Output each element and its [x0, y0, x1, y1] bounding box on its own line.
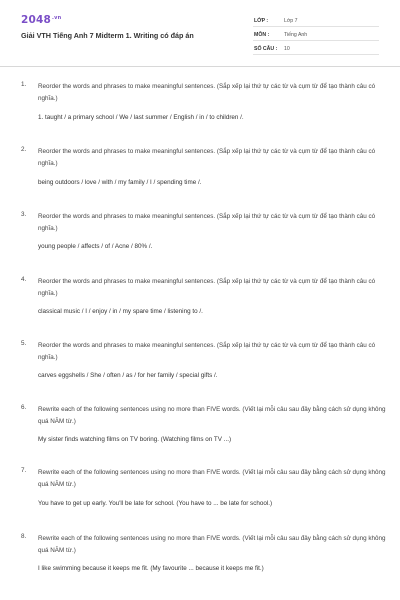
question-body: You have to get up early. You'll be late for school. (You have to ... be late for school.)	[38, 500, 273, 507]
question-number: 3.	[21, 211, 27, 218]
question-prompt: Rewrite each of the following sentences using no more than FIVE words. (Viết lại mỗi câu sau đây bằng cách sử dụng không quá NĂM từ.)	[38, 469, 386, 488]
question-body: My sister finds watching films on TV boring. (Watching films on TV ...)	[38, 436, 232, 443]
question-prompt: Reorder the words and phrases to make meaningful sentences. (Sắp xếp lại thứ tự các từ và cụm từ để tạo thành câu có nghĩa.)	[38, 278, 376, 297]
question-body: I like swimming because it keeps me fit. (My favourite ... because it keeps me fit.)	[38, 565, 264, 572]
meta-value: Tiếng Anh	[284, 32, 308, 38]
meta-row-count	[253, 42, 379, 55]
question-body: 1. taught / a primary school / We / last summer / English / in / to children /.	[38, 114, 244, 121]
logo-text: 2048	[21, 14, 52, 26]
document-title: Giải VTH Tiếng Anh 7 Midterm 1. Writing có đáp án	[21, 31, 194, 40]
meta-key: LỚP :	[254, 18, 269, 24]
question-prompt: Reorder the words and phrases to make meaningful sentences. (Sắp xếp lại thứ tự các từ và cụm từ để tạo thành câu có nghĩa.)	[38, 148, 376, 167]
question-number: 6.	[21, 404, 27, 411]
question-prompt: Reorder the words and phrases to make meaningful sentences. (Sắp xếp lại thứ tự các từ và cụm từ để tạo thành câu có nghĩa.)	[38, 83, 376, 102]
question-body: young people / affects / of / Acne / 80% /.	[38, 243, 153, 250]
question-number: 4.	[21, 276, 27, 283]
page-header	[0, 0, 400, 66]
meta-row-class	[253, 14, 379, 27]
question-prompt: Reorder the words and phrases to make meaningful sentences. (Sắp xếp lại thứ tự các từ và cụm từ để tạo thành câu có nghĩa.)	[38, 342, 376, 361]
header-divider	[0, 66, 400, 67]
question-number: 2.	[21, 146, 27, 153]
question-body: carves eggshells / She / often / as / for her family / special gifts /.	[38, 372, 218, 379]
question-number: 7.	[21, 467, 27, 474]
logo-suffix: .vn	[52, 14, 62, 21]
question-number: 8.	[21, 533, 27, 540]
site-logo[interactable]	[21, 14, 61, 26]
meta-key: MÔN :	[254, 32, 270, 38]
meta-row-subject	[253, 28, 379, 41]
meta-divider	[253, 54, 379, 55]
meta-divider	[253, 26, 379, 27]
meta-divider	[253, 40, 379, 41]
question-prompt: Rewrite each of the following sentences using no more than FIVE words. (Viết lại mỗi câu sau đây bằng cách sử dụng không quá NĂM từ.)	[38, 535, 386, 554]
meta-value: Lớp 7	[284, 18, 298, 24]
question-prompt: Rewrite each of the following sentences using no more than FIVE words. (Viết lại mỗi câu sau đây bằng cách sử dụng không quá NĂM từ.)	[38, 406, 386, 425]
question-number: 1.	[21, 81, 27, 88]
question-prompt: Reorder the words and phrases to make meaningful sentences. (Sắp xếp lại thứ tự các từ và cụm từ để tạo thành câu có nghĩa.)	[38, 213, 376, 232]
question-body: classical music / I / enjoy / in / my spare time / listening to /.	[38, 308, 203, 315]
meta-key: SỐ CÂU :	[254, 46, 278, 52]
meta-value: 10	[284, 46, 290, 52]
question-body: being outdoors / love / with / my family / I / spending time /.	[38, 179, 202, 186]
question-number: 5.	[21, 340, 27, 347]
